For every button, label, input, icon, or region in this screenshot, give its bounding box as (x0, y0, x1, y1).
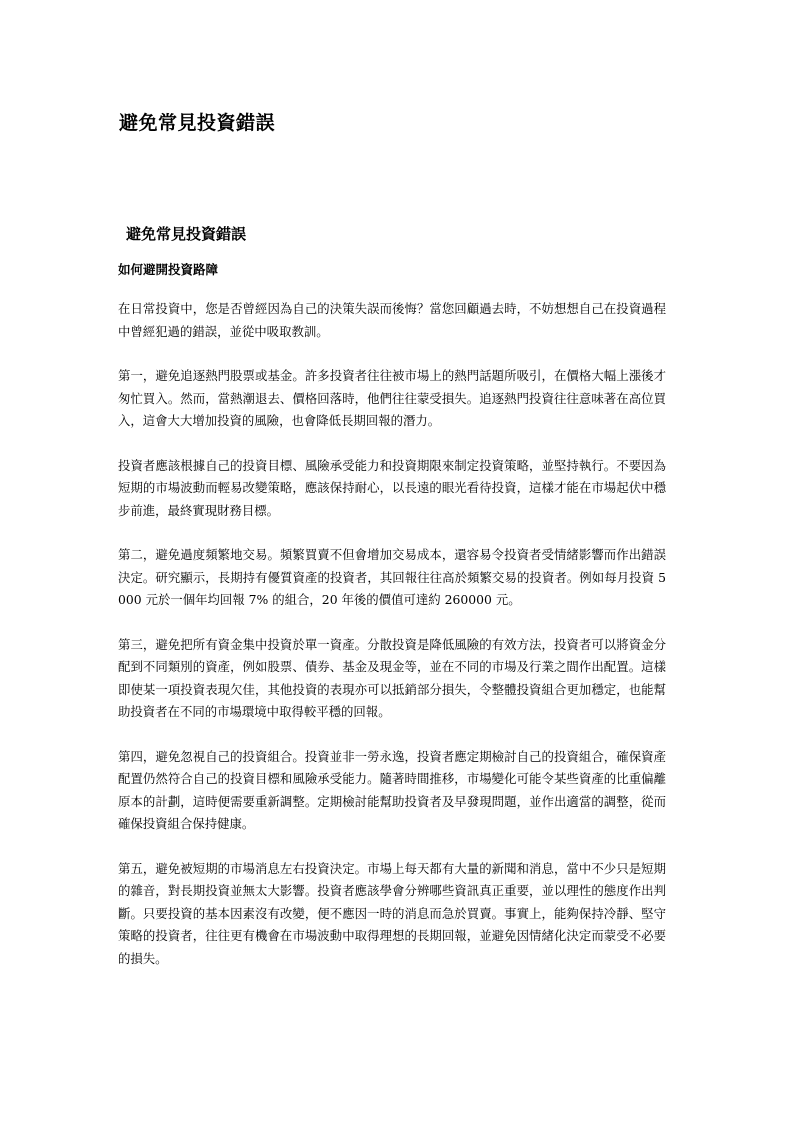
paragraph: 第三，避免把所有資金集中投資於單一資產。分散投資是降低風險的有效方法，投資者可以將資金分配到不同類別的資產，例如股票、債券、基金及現金等，並在不同的市場及行業之間作出配置。這樣即使某一項投資表現欠佳，其他投資的表現亦可以抵銷部分損失，令整體投資組合更加穩定，也能幫助投資者在不同的市場環境中取得較平穩的回報。 (118, 636, 666, 719)
article-subtitle: 如何避開投資路障 (118, 262, 219, 277)
paragraph: 第四，避免忽視自己的投資組合。投資並非一勞永逸，投資者應定期檢討自己的投資組合，確保資產配置仍然符合自己的投資目標和風險承受能力。隨著時間推移，市場變化可能令某些資產的比重偏離原本的計劃，這時便需要重新調整。定期檢討能幫助投資者及早發現問題，並作出適當的調整，從而確保投資組合保持健康。 (118, 748, 666, 831)
document-title: 避免常見投資錯誤 (119, 112, 276, 134)
paragraph: 投資者應該根據自己的投資目標、風險承受能力和投資期限來制定投資策略，並堅持執行。不要因為短期的市場波動而輕易改變策略，應該保持耐心，以長遠的眼光看待投資，這樣才能在市場起伏中穩步前進，最終實現財務目標。 (118, 457, 666, 518)
paragraph: 在日常投資中，您是否曾經因為自己的決策失誤而後悔？當您回顧過去時，不妨想想自己在投資過程中曾經犯過的錯誤，並從中吸取教訓。 (118, 301, 666, 339)
article-body (118, 223, 666, 992)
paragraph: 第一，避免追逐熱門股票或基金。許多投資者往往被市場上的熱門話題所吸引，在價格大幅上漲後才匆忙買入。然而，當熱潮退去、價格回落時，他們往往蒙受損失。追逐熱門投資往往意味著在高位買入，這會大大增加投資的風險，也會降低長期回報的潛力。 (118, 368, 666, 428)
paragraph: 第二，避免過度頻繁地交易。頻繁買賣不但會增加交易成本，還容易令投資者受情緒影響而作出錯誤決定。研究顯示，長期持有優質資產的投資者，其回報往往高於頻繁交易的投資者。例如每月投資 5000 元於一個年均回報 7% 的組合，20 年後的價值可達約 260000 元。 (118, 547, 666, 607)
paragraph: 第五，避免被短期的市場消息左右投資決定。市場上每天都有大量的新聞和消息，當中不少只是短期的雜音，對長期投資並無太大影響。投資者應該學會分辨哪些資訊真正重要，並以理性的態度作出判斷。只要投資的基本因素沒有改變，便不應因一時的消息而急於買賣。事實上，能夠保持冷靜、堅守策略的投資者，往往更有機會在市場波動中取得理想的長期回報，並避免因情緒化決定而蒙受不必要的損失。 (118, 860, 666, 966)
article-title: 避免常見投資錯誤 (126, 225, 247, 243)
